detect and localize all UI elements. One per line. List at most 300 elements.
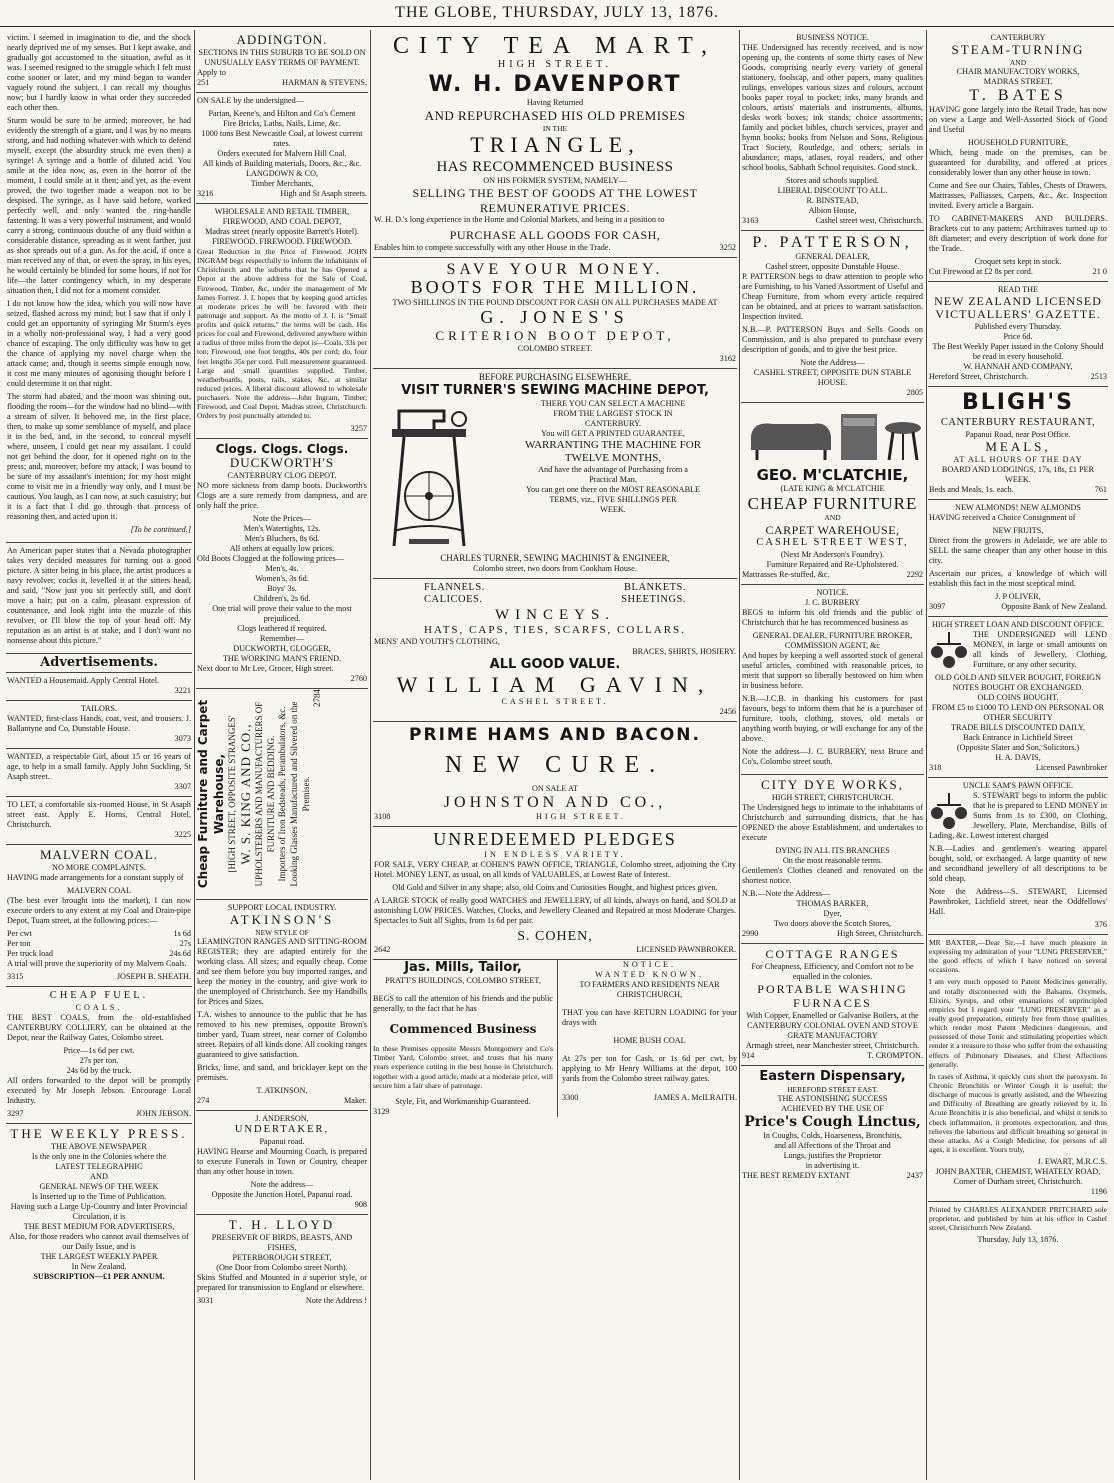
ad-text: SECTIONS IN THIS SUBURB TO BE SOLD ON UNUSUALLY EASY TERMS OF PAYMENT. xyxy=(198,47,366,67)
goods-row xyxy=(374,582,736,595)
ad-address: Albion House, xyxy=(808,206,857,215)
ad-line: THE BEST REMEDY EXTANT xyxy=(742,1170,851,1180)
ad-line: On the most reasonable terms. xyxy=(782,855,883,865)
ad-title: STEAM-TURNING xyxy=(951,42,1085,57)
price-line: Men's Watertights, 12s. xyxy=(243,524,321,534)
ad-gazette xyxy=(928,282,1108,388)
ad-text: W. H. D.'s long experience in the Home and Colonial Markets, and being in a position to xyxy=(374,215,665,225)
ad-line: BRACES, SHIRTS, HOSIERY. xyxy=(632,647,736,657)
ad-name: W. H. DAVENPORT xyxy=(428,71,682,97)
ad-text: At 27s per ton for Cash, or 1s 6d per cwt, by applying to Mr Henry Williams at the depot, 100 yards from the Colombo street railway gates. xyxy=(562,1054,737,1084)
rotated-text xyxy=(196,689,368,899)
ad-number: 2784 xyxy=(312,689,323,708)
ad-line: Old Boots Clogged at the following prices— xyxy=(197,554,344,564)
ad-line: CANTERBURY COLONIAL OVEN AND STOVE GRATE MANUFACTORY xyxy=(747,1020,918,1040)
ad-signature: DUCKWORTH, CLOGGER, xyxy=(233,644,331,654)
ad-number: 3225 xyxy=(174,829,191,839)
ad-number: 3216 xyxy=(197,188,214,198)
ad-signature: J. EWART, M.R.C.S. xyxy=(1037,1157,1107,1167)
ad-subtitle: CANTERBURY CLOG DEPOT. xyxy=(227,471,337,481)
ad-line: Beds and Meals, 1s. each. xyxy=(929,484,1014,494)
ad-king-rotated xyxy=(196,689,368,900)
ad-mills xyxy=(373,960,558,1118)
ad-signature: JAMES A. McILRAITH. xyxy=(653,1092,737,1102)
ad-barker xyxy=(741,775,924,944)
ad-text: The Undersigned begs to intimate to the inhabitants of Christchurch and surrounding districts, that he has OPENED the above Establishment, and undertakes to execute xyxy=(742,802,923,842)
ad-address: HIGH STREET, CHRISTCHURCH. xyxy=(771,792,894,802)
ad-signoff xyxy=(929,372,1107,382)
ad-line: THE ABOVE NEWSPAPER xyxy=(51,1141,147,1151)
ad-line: Parian, Keene's, and Hilton and Co's Cement xyxy=(208,108,356,118)
ad-crompton xyxy=(741,944,924,1066)
ad-number: 3300 xyxy=(562,1092,579,1102)
ad-line: TO FARMERS AND RESIDENTS NEAR CHRISTCHURCH, xyxy=(579,979,720,999)
ad-text: HAVING received a Choice Consignment of xyxy=(929,512,1076,522)
goods-item: SHEETINGS. xyxy=(621,594,686,606)
ad-title: P. PATTERSON, xyxy=(752,234,913,251)
ad-title: VISIT TURNER'S SEWING MACHINE DEPOT, xyxy=(401,382,709,398)
ad-name: J. C. BURBERY xyxy=(804,598,861,607)
imprint-date: Thursday, July 13, 1876. xyxy=(977,1235,1059,1245)
ad-subtitle: NO MORE COMPLAINTS. xyxy=(52,862,146,872)
price-line: Women's, 3s 6d. xyxy=(255,574,309,584)
ad-title: MEALS, xyxy=(985,438,1051,454)
ad-heading: TAILORS. xyxy=(81,703,117,713)
ad-title: T. H. LLOYD xyxy=(228,1217,336,1233)
ad-title: COTTAGE RANGES xyxy=(765,946,900,961)
ad-weekly-press xyxy=(6,1124,192,1286)
ad-address: Next door to Mr Lee, Grocer, High street. xyxy=(197,664,334,674)
ad-title: NEW ZEALAND LICENSED VICTUALLERS' GAZETTE. xyxy=(934,293,1102,322)
ad-line: ACHIEVED BY THE USE OF xyxy=(781,1103,884,1113)
ad-number: 251 xyxy=(197,77,210,87)
ad-signoff xyxy=(742,929,923,939)
ad-stewart xyxy=(928,778,1108,935)
ad-line: AND REPURCHASED HIS OLD PREMISES xyxy=(424,108,686,124)
ad-line: You will GET A PRINTED GUARANTEE, xyxy=(541,428,685,438)
ad-line: ALL GOOD VALUE. xyxy=(489,657,621,673)
ad-text: WANTED, a respectable Girl, about 15 or 16 years of age, to help in a small family. Apply John Suckling, St Asaph street. xyxy=(7,751,191,781)
ad-line: (Opposite Slater and Son, Solicitors.) xyxy=(956,742,1080,752)
ad-line: THE BEST MEDIUM FOR ADVERTISERS, xyxy=(23,1221,175,1231)
ad-subtitle: IN ENDLESS VARIETY. xyxy=(484,849,626,859)
ad-signoff xyxy=(742,570,923,580)
ad-line: 1000 tons Best Newcastle Coal, at lowest current rates. xyxy=(201,128,363,148)
ad-title: NOTICE. xyxy=(622,959,677,969)
ad-name: JOHNSTON AND CO., xyxy=(443,794,667,812)
ad-langdown xyxy=(196,93,368,204)
story-paragraph: victim. I seemed in imagination to die, and the shock nearly deprived me of my senses. But I kept awake, and gradually got accustomed to the situation, awful as it was. I seemed resigned to the struggle which I felt must come sooner or later, and my mind began to wander vaguely round the subject. I can recall my thoughts now; but I hardly know in what order they succeeded each other then. xyxy=(7,33,191,112)
ad-line: GENERAL NEWS OF THE WEEK xyxy=(39,1181,159,1191)
ad-heading: SUPPORT LOCAL INDUSTRY. xyxy=(227,903,337,913)
ad-line: THERE YOU CAN SELECT A MACHINE xyxy=(540,398,686,408)
ad-line: OLD COINS BOUGHT. xyxy=(977,692,1059,702)
ad-line: PURCHASE ALL GOODS FOR CASH, xyxy=(449,228,661,243)
ad-address: Hereford Street, Christchurch. xyxy=(929,372,1029,382)
ad-burbery xyxy=(741,585,924,775)
ad-title: ADDINGTON. xyxy=(236,32,328,47)
ad-line: WEEK. xyxy=(600,505,626,515)
ad-addington xyxy=(196,30,368,93)
ad-line: LATEST TELEGRAPHIC xyxy=(55,1161,143,1171)
ad-johnston xyxy=(373,722,737,827)
ad-heading: READ THE xyxy=(997,284,1039,294)
ad-number: 3129 xyxy=(373,1107,390,1117)
ad-title: WHOLESALE AND RETAIL TIMBER, FIREWOOD, AND COAL DEPOT, xyxy=(214,206,350,226)
ad-line: Note the Prices— xyxy=(252,514,312,524)
ad-line: Style, Fit, and Workmanship Guaranteed. xyxy=(395,1097,531,1107)
ad-number: 2760 xyxy=(350,674,367,684)
advertisements-title: Advertisements. xyxy=(40,655,158,670)
ad-title: CHEAP FUEL. xyxy=(49,989,149,1001)
ad-line: MENS' AND YOUTH'S CLOTHING, xyxy=(374,637,500,647)
ad-heading: CANTERBURY xyxy=(990,33,1046,42)
ad-text: N.B.—J.C.B. in thanking his customers for past favours, begs to inform them that he is a purchaser of furniture, tools, clothing, stoves, old metals or anything worth buying, or will exchange for any of the above. xyxy=(742,694,923,743)
ad-line: [HIGH STREET, OPPOSITE STRANGES' xyxy=(227,715,238,873)
ad-signature: HARMAN & STEVENS. xyxy=(282,77,367,87)
ad-line: Cut Firewood at £2 8s per cord. xyxy=(929,266,1033,276)
ad-line: ON HIS FORMER SYSTEM, NAMELY— xyxy=(483,175,627,185)
ad-title: NOTICE. xyxy=(816,588,849,597)
ad-duckworth xyxy=(196,439,368,690)
ad-text: In cases of Asthma, it quickly cuts short the paroxysm. In Chronic Bronchitis or Winter Cough it is useful; the discharge of mucous is greatly assisted, and the Wheezing and Difficulty of Breathing are greatly relieved by it. In Acute Bronchitis it is also beneficial, and whilst it tends to check inflammation, it promotes expectoration, and thus relieves the laborious and difficult breathing so general in these attacks. As a Cough Medicine, for persons of all ages, it is excellent. Yours truly, xyxy=(929,1071,1107,1154)
ad-lloyd xyxy=(196,1215,368,1310)
ad-number: 2642 xyxy=(374,944,391,954)
ad-line: Importers of Iron Bedsteads, Perambulators, &c. xyxy=(277,706,288,882)
ad-signoff xyxy=(742,1171,923,1181)
ad-number: 376 xyxy=(1094,919,1107,929)
ad-title: UNDERTAKER, xyxy=(234,1124,330,1136)
ad-ingram xyxy=(196,204,368,439)
ad-signoff xyxy=(929,267,1107,277)
ad-line: For Cheapness, Efficiency, and Comfort not to be equalled in the colonies. xyxy=(751,961,914,981)
ad-line: Is Inserted up to the Time of Publication. xyxy=(31,1191,167,1201)
ad-signoff xyxy=(742,216,923,226)
ad-address: Opposite the Junction Hotel, Papanui road. xyxy=(211,1190,353,1200)
ad-text: TO LET, a comfortable six-roomed House, in St Asaph street east. Apply E. Horns, Central Hotel, Christchurch. xyxy=(7,799,191,829)
ad-subtitle: GENERAL DEALER, xyxy=(795,251,870,261)
ad-line: Dyer, xyxy=(823,908,842,918)
ad-address: High and St Asaph streets. xyxy=(280,188,367,198)
ad-title: WINCEYS. xyxy=(494,607,616,624)
ad-text: In these Premises opposite Messrs Montgomery and Co's Timber Yard, Colombo street, and trusts that his many years experience cutting in the best house in Christchurch, together with a good article, made at a moderate price, will secure him a fair share of patronage. xyxy=(373,1044,553,1090)
ad-line: WARRANTING THE MACHINE FOR xyxy=(524,438,702,451)
ad-signature: R. BINSTEAD, xyxy=(806,196,859,205)
ad-number: 318 xyxy=(929,762,942,772)
ad-number: 3031 xyxy=(197,1295,214,1305)
price-line: Men's Bluchers, 8s 6d. xyxy=(244,534,320,544)
ad-title: Eastern Dispensary, xyxy=(759,1068,906,1084)
ad-number: 2292 xyxy=(906,570,923,579)
ad-line: TRADE BILLS DISCOUNTED DAILY, xyxy=(950,722,1086,732)
ad-text: MR BAXTER,—Dear Sir,—I have much pleasure in expressing my admiration of your "LUNG PRESERVER," the good effects of which I have noticed on several occasions. xyxy=(929,937,1107,975)
ad-line: With Copper, Enamelled or Galvanise Boilers, at the xyxy=(746,1010,919,1020)
ad-title: PRIME HAMS AND BACON. xyxy=(409,725,701,746)
ad-signoff xyxy=(374,243,736,253)
ad-line: Lungs, justifies the Proprietor xyxy=(783,1150,882,1160)
price-value: 24s 6d xyxy=(169,948,191,958)
price-line: Children's, 2s 6d. xyxy=(253,594,311,604)
story-paragraph: The storm had abated, and the moon was shining out, flooding the room—for the window had no blind—with a stream of silver. It behoved me, in the first place, then, to make up some semblance of myself, and place it in the bed, and, in the second, to conceal myself where, unseen, I could get near my assailant. I could not get behind the door, for it opened right on to the press; and, moreover, before my attack, I was bound to be sure of my assailant's intention; for my host might come to visit me in a friendly way only, and I must be cautious. You laugh, as I can now, at such casuistry; but it is a fact that I did go through that process of reasoning then, and acted upon it. xyxy=(7,392,191,521)
ad-line: AT ALL HOURS OF THE DAY xyxy=(953,454,1083,464)
ad-davis xyxy=(928,617,1108,778)
ad-text: BEGS to inform his old friends and the public of Christchurch that he has recommenced business as xyxy=(742,608,923,627)
story-paragraph: I do not know how the idea, which you will now have seized, flashed across my mind; but I saw that if only I could get an opportunity of syringing Mr Sturm's eyes in a wholly non-professional way, I had a very good chance of escaping. The only difficulty was how to get the chance of applying my novel charge when the attack came; and, though it seems simple enough now, it cost me many minutes of agonising thought before I could determine it on that night. xyxy=(7,299,191,388)
serial-story xyxy=(6,30,192,543)
ad-signoff xyxy=(197,78,367,88)
ad-number: 3097 xyxy=(929,601,946,611)
ad-text: Note the address—J. C. BURBERY, next Bruce and Co's, Colombo street south. xyxy=(742,747,923,766)
ad-title: MALVERN COAL. xyxy=(40,846,158,862)
ad-name: DUCKWORTH'S xyxy=(229,455,335,471)
ad-line: Published every Thursday. xyxy=(974,322,1062,332)
ad-turner xyxy=(373,369,737,579)
ad-name: J. ANDERSON, xyxy=(255,1114,309,1124)
ad-binstead xyxy=(741,30,924,231)
ad-text: MALVERN COAL xyxy=(66,885,132,895)
ad-girl xyxy=(6,749,192,797)
ad-signature: T. CROMPTON. xyxy=(867,1050,923,1060)
ad-text: A LARGE STOCK of really good WATCHES and JEWELLERY, of all kinds, always on hand, and SOLD at astonishing LOW PRICES. Watches, Clocks, and Jewellery Cleaned and Repaired at most Moderate Charges. Spectacles to Suit all Sights, from 1s 6d per pair. xyxy=(374,895,736,925)
ad-line: LICENSED PAWNBROKER. xyxy=(636,944,736,954)
ad-text: Bricks, lime, and sand, and bricklayer kept on the premises. xyxy=(197,1063,367,1083)
ad-line: The Best Weekly Paper issued in the Colony Should be read in every household. xyxy=(932,342,1104,362)
ad-subtitle: (LATE KING & M'CLATCHIE xyxy=(780,483,885,493)
ad-line: Maker. xyxy=(344,1096,367,1106)
ad-signature: H. A. DAVIS, xyxy=(995,752,1041,762)
ad-number: 3163 xyxy=(742,216,759,225)
ad-line: Clogs leathered if required. xyxy=(237,624,327,634)
ad-atkinson xyxy=(196,900,368,1111)
ad-line: Also, for those readers who cannot avail themselves of our Daily Issue, and is xyxy=(9,1231,189,1251)
ad-address: Two doors above the Scotch Stores, xyxy=(773,918,892,928)
ad-signature: J. P OLIVER, xyxy=(995,591,1041,601)
ad-line: One trial will prove their value to the most prejudiced. xyxy=(212,604,352,624)
ad-line: IN THE xyxy=(542,124,568,134)
ad-line: FROM THE LARGEST STOCK IN xyxy=(553,408,673,418)
ad-address: (Next Mr Anderson's Foundry). xyxy=(780,550,885,559)
ad-line: Is the only one in the Colonies where the xyxy=(31,1151,167,1161)
ad-signoff xyxy=(929,602,1107,612)
ad-subtitle: COALS. xyxy=(75,1002,123,1012)
ad-line: AND xyxy=(824,513,841,523)
ad-title: CARPET WAREHOUSE, xyxy=(765,522,900,537)
ad-text: Great Reduction in the Price of Firewood. JOHN INGRAM begs respectfully to inform the inhabitants of Christchurch and the suburbs that he has Opened a Depot at the above address for the Sale of Coal, Firewood, Timber, &c, under the management of Mr James Forrest. J. I. hopes that by keeping good articles at moderate prices he will be favored with their patronage and support. As the motto of J. I. is "Small profits and quick returns," the terms will be cash. His prices for coal and Firewood, delivered anywhere within a radius of three miles from the depot is—Coals, 33s per ton; Firewood, one foot lengths, 40s per cord; do, four feet lengths 35s per cord. Full measurement guaranteed. Large and small quantities supplied. Timber, weatherboards, posts, rails, stakes, &c, at similar reduced prices. A liberal discount allowed to wholesale purchasers. Note the address—John Ingram, Timber, Firewood, and Coal Depot, Madras street, Christchurch. Orders by post punctually attended to. xyxy=(197,246,367,421)
imprint xyxy=(928,1202,1108,1249)
ad-number: 3297 xyxy=(7,1108,24,1118)
price-row xyxy=(7,939,191,949)
ad-text: Apply to xyxy=(197,67,226,77)
ad-text: S. STEWART begs to inform the public that he is prepared to LEND MONEY in Sums from 1s to £300, on Clothing, Jewellery, Plate, Merchandise, Bills of Lading, &c. Lowest interest charged xyxy=(929,790,1107,840)
ad-address: PETERBOROUGH STREET, xyxy=(232,1252,332,1262)
ad-line: Looking Glasses Manufactured and Silvered on the Premises. xyxy=(288,701,311,887)
price-line: Price—1s 6d per cwt. xyxy=(63,1045,135,1055)
ad-address: PRATT'S BUILDINGS, COLOMBO STREET, xyxy=(385,975,541,985)
ad-number: 2513 xyxy=(1090,372,1107,382)
ad-address: CASHEL STREET. xyxy=(501,697,609,707)
ad-line: GENERAL DEALER, FURNITURE BROKER, COMMISSION AGENT, &c xyxy=(752,631,913,650)
ad-name: WILLIAM GAVIN, xyxy=(396,671,714,697)
ad-text: (The best ever brought into the market), I can now execute orders to any extent at my Coal and Drain-pipe Depot, Tuam street, at the following prices:— xyxy=(7,895,191,925)
ad-signoff xyxy=(929,485,1107,495)
ad-subtitle: HIGH STREET. xyxy=(498,59,612,71)
ad-text: BEGS to call the attention of his friends and the public generally, to the fact that he has xyxy=(373,993,553,1013)
ad-number: 3315 xyxy=(7,971,24,981)
ad-text: T.A. wishes to announce to the public that he has removed to his new premises, opposite Brown's timber yard, Tuam street, near corner of Colombo street. Repairs of all kinds done. All cooking ranges guaranteed to give satisfaction. xyxy=(197,1010,367,1060)
ad-anderson xyxy=(196,1111,368,1215)
ad-line: You can get one there on the MOST REASONABLE xyxy=(525,485,701,495)
ad-line: In Coughs, Colds, Hoarseness, Bronchitis, xyxy=(763,1130,902,1140)
ad-line: HOME BUSH COAL xyxy=(613,1036,686,1046)
ad-line: HOUSEHOLD FURNITURE, xyxy=(967,137,1069,147)
ad-number: 761 xyxy=(1094,484,1107,494)
ad-gavin xyxy=(373,579,737,723)
news-item xyxy=(6,543,192,654)
ad-number: 3257 xyxy=(350,423,367,433)
ad-title: SAVE YOUR MONEY. xyxy=(446,260,664,278)
ad-line: in advertising it. xyxy=(805,1160,860,1170)
ad-title: HIGH STREET LOAN AND DISCOUNT OFFICE. xyxy=(931,619,1105,629)
ad-line: Licensed Pawnbroker xyxy=(1035,762,1107,772)
ad-davenport xyxy=(373,30,737,258)
ad-signoff xyxy=(929,763,1107,773)
price-line: 27s per ton. xyxy=(79,1055,119,1065)
furniture-illustration xyxy=(743,406,923,466)
column-5 xyxy=(928,30,1108,1480)
ad-line: N.B.—Note the Address— xyxy=(742,888,831,898)
ad-number: 21 0 xyxy=(1092,266,1107,276)
ad-number: 3221 xyxy=(174,685,191,695)
ad-line: Commenced Business xyxy=(389,1022,537,1036)
ad-address: CASHEL STREET WEST, xyxy=(756,537,909,549)
ad-signature: JOHN JEBSON. xyxy=(135,1108,191,1118)
ad-address: HIGH STREET. xyxy=(536,811,626,821)
ad-text: P. PATTERSON begs to draw attention to people who are Furnishing, to his Varied Assortment of Useful and Cheap Furniture, from whom every article required can be obtained, and at prices to warrant satisfaction. Inspection invited. xyxy=(742,271,923,321)
ad-text: NO more sickness from damp boots. Duckworth's Clogs are a sure remedy from dampness, and are only half the price. xyxy=(197,481,367,511)
imprint-text: Printed by CHARLES ALEXANDER PRITCHARD sole proprietor, and published by him at his office in Cashel street, Christchurch New Zealand. xyxy=(929,1205,1107,1233)
pawnbroker-balls-icon xyxy=(929,630,969,670)
ad-line: Remember— xyxy=(259,634,305,644)
ad-mcilraith xyxy=(558,960,737,1118)
ad-address: CASHEL STREET, OPPOSITE DUN STABLE HOUSE. xyxy=(753,367,912,387)
ad-jones xyxy=(373,258,737,369)
ad-line: Orders executed for Malvern Hill Coal. xyxy=(217,148,347,158)
price-line: All others at equally low prices. xyxy=(229,544,335,554)
ad-text: Note the Address—S. STEWART, Licensed Pawnbroker, Lichfield street, near the Oddfellows' Hall. xyxy=(929,886,1107,916)
ad-housemaid xyxy=(6,673,192,701)
pawnbroker-balls-icon xyxy=(929,791,969,831)
ad-signature: CHARLES TURNER, SEWING MACHINIST & ENGINEER, xyxy=(440,552,670,563)
ad-title: Jas. Mills, Tailor, xyxy=(404,959,522,975)
ad-title: Clogs. Clogs. Clogs. xyxy=(215,441,349,456)
ad-title: CITY TEA MART, xyxy=(392,33,718,59)
ad-line: Note the Address— xyxy=(800,357,865,367)
ad-number: 1196 xyxy=(1090,1187,1107,1197)
ad-signoff xyxy=(197,189,367,199)
price-label: Per cwt xyxy=(7,928,32,938)
ad-line: and all Affections of the Throat and xyxy=(774,1140,891,1150)
ad-cheap-fuel xyxy=(6,987,192,1124)
ad-title: ATKINSON'S xyxy=(229,912,335,928)
ad-text: Gentlemen's Clothes cleaned and renovated on the shortest notice. xyxy=(742,865,923,885)
goods-item: CALICOES. xyxy=(424,594,483,606)
ad-line: THE LARGEST WEEKLY PAPER xyxy=(40,1251,158,1261)
ad-line: UPHOLSTERERS AND MANUFACTURERS OF FURNITURE AND BEDDING. xyxy=(253,701,276,887)
ad-title: CHEAP FURNITURE xyxy=(747,493,918,513)
ad-line: Price's Cough Linctus, xyxy=(744,1113,921,1130)
ad-line: Back Entrance in Lichfield Street xyxy=(963,732,1073,742)
ad-text: FOR SALE, VERY CHEAP, at COHEN'S PAWN OFFICE, TRIANGLE, Colombo street, adjoining the City Hotel. MONEY LENT, as usual, on all kinds of VALUABLES, at Lowest Rate of Interest. xyxy=(374,859,736,879)
ad-title: UNREDEEMED PLEDGES xyxy=(433,828,677,849)
ad-text: Direct from the growers in Adelaide, we are able to SELL the same cheaper than any other house in this city. xyxy=(929,535,1107,565)
ad-number: 2990 xyxy=(742,928,759,938)
ad-title: THE WEEKLY PRESS. xyxy=(10,1125,188,1141)
ad-blighs xyxy=(928,387,1108,500)
column-rule xyxy=(926,30,927,1480)
ad-number: 3073 xyxy=(174,733,191,743)
advertisements-heading xyxy=(6,654,192,673)
column-4 xyxy=(741,30,924,1480)
ad-line: Timber Merchants, xyxy=(250,178,314,188)
ad-line: Note the Address ! xyxy=(305,1295,367,1305)
ad-text: Old Gold and Silver in any shape; also, old Coins and Curiosities Bought, and highest prices given. xyxy=(392,882,718,892)
ad-text: HAVING gone largely into the Retail Trade, has now on view a Large and Well-Assorted Stock of Good and Useful xyxy=(929,104,1107,134)
ad-line: Mattrasses Re-stuffed, &c. xyxy=(742,570,830,579)
ad-subtitle: CANTERBURY RESTAURANT, xyxy=(940,417,1096,429)
ad-title: BUSINESS NOTICE. xyxy=(796,33,869,42)
ad-line: TWELVE MONTHS, xyxy=(564,452,662,465)
ad-text: And hopes by keeping a well assorted stock of general useful articles, combined with reasonable prices, to merit that support so liberally bestowed on him when in business before. xyxy=(742,651,923,690)
ad-number: 908 xyxy=(354,1200,367,1210)
ad-title: NEW CURE. xyxy=(444,751,666,778)
ad-title: BOOTS FOR THE MILLION. xyxy=(410,277,700,298)
column-rule xyxy=(194,30,195,1480)
ad-patterson xyxy=(741,231,924,403)
ad-line: BEFORE PURCHASING ELSEWHERE, xyxy=(478,371,632,382)
ad-address: (One Door from Colombo street North). xyxy=(216,1262,348,1272)
ad-line: DYING IN ALL ITS BRANCHES xyxy=(775,845,890,855)
price-line: 24s 6d by the truck. xyxy=(66,1065,132,1075)
ad-number: 914 xyxy=(742,1050,755,1060)
ad-address: Cashel street west, Christchurch. xyxy=(815,216,923,225)
goods-item: FLANNELS. xyxy=(424,581,485,593)
ad-line: Having Returned xyxy=(526,98,584,108)
ad-address: Armagh street, near Manchester street, Christchurch. xyxy=(745,1040,920,1050)
ad-number: 2805 xyxy=(906,387,923,397)
ad-text: THE Undersigned has recently received, and is now opening up, the contents of some thirty cases of New Goods, comprising nearly every variety of general stationery, foolscap, and other papers, many qualities rulings, envelopes various sizes and colours, account books paper royal to pocket; inks, many brands and colours, artists' materials and instruments, albums, desks work boxes; ink stands; choice assortments; family and pocket bibles, church services, prayer and hymn books; books from Nelson and Sons, Religious Tract Society, Routledge, and others; serials in abundance; maps, atlases, royal readers, and other school books, Sabbath School requisites. Good stock. xyxy=(742,43,923,172)
ad-address: Colombo street, two doors from Cookham House. xyxy=(473,563,637,573)
ad-subtitle: FIREWOOD. FIREWOOD. FIREWOOD. xyxy=(212,236,352,246)
ad-line: NEW FRUITS, xyxy=(992,525,1044,535)
ad-tailors xyxy=(6,701,192,749)
price-row xyxy=(7,929,191,939)
ad-text: HAVING Hearse and Mourning Coach, is prepared to execute Funerals in Town or Country, cheaper than any other house in town. xyxy=(197,1147,367,1177)
ad-line: HATS, CAPS, TIES, SCARFS, COLLARS. xyxy=(424,623,686,636)
column-1 xyxy=(6,30,192,1480)
ad-line: TRIANGLE, xyxy=(470,132,640,158)
ad-title: UNCLE SAM'S PAWN OFFICE. xyxy=(962,780,1074,790)
ad-signature: LANGDOWN & CO, xyxy=(245,168,319,178)
ad-line: Enables him to compete successfully with any other House in the Trade. xyxy=(374,242,611,252)
ad-address: HEREFORD STREET EAST. xyxy=(787,1084,878,1094)
ad-to-let xyxy=(6,797,192,845)
ad-signoff xyxy=(374,812,736,822)
ad-line: TERMS, viz., FIVE SHILLINGS PER xyxy=(549,495,677,505)
ad-text: TO CABINET-MAKERS AND BUILDERS. Brackets cut to any pattern; Architraves turned up to 8ft diameter; and every description of work done for the Trade. xyxy=(929,213,1107,253)
ad-line: LIBERAL DISCOUNT TO ALL. xyxy=(777,186,888,195)
ad-address: Papanui road. xyxy=(259,1137,305,1147)
ad-subtitle: PRESERVER OF BIRDS, BEASTS, AND FISHES, xyxy=(211,1232,353,1252)
